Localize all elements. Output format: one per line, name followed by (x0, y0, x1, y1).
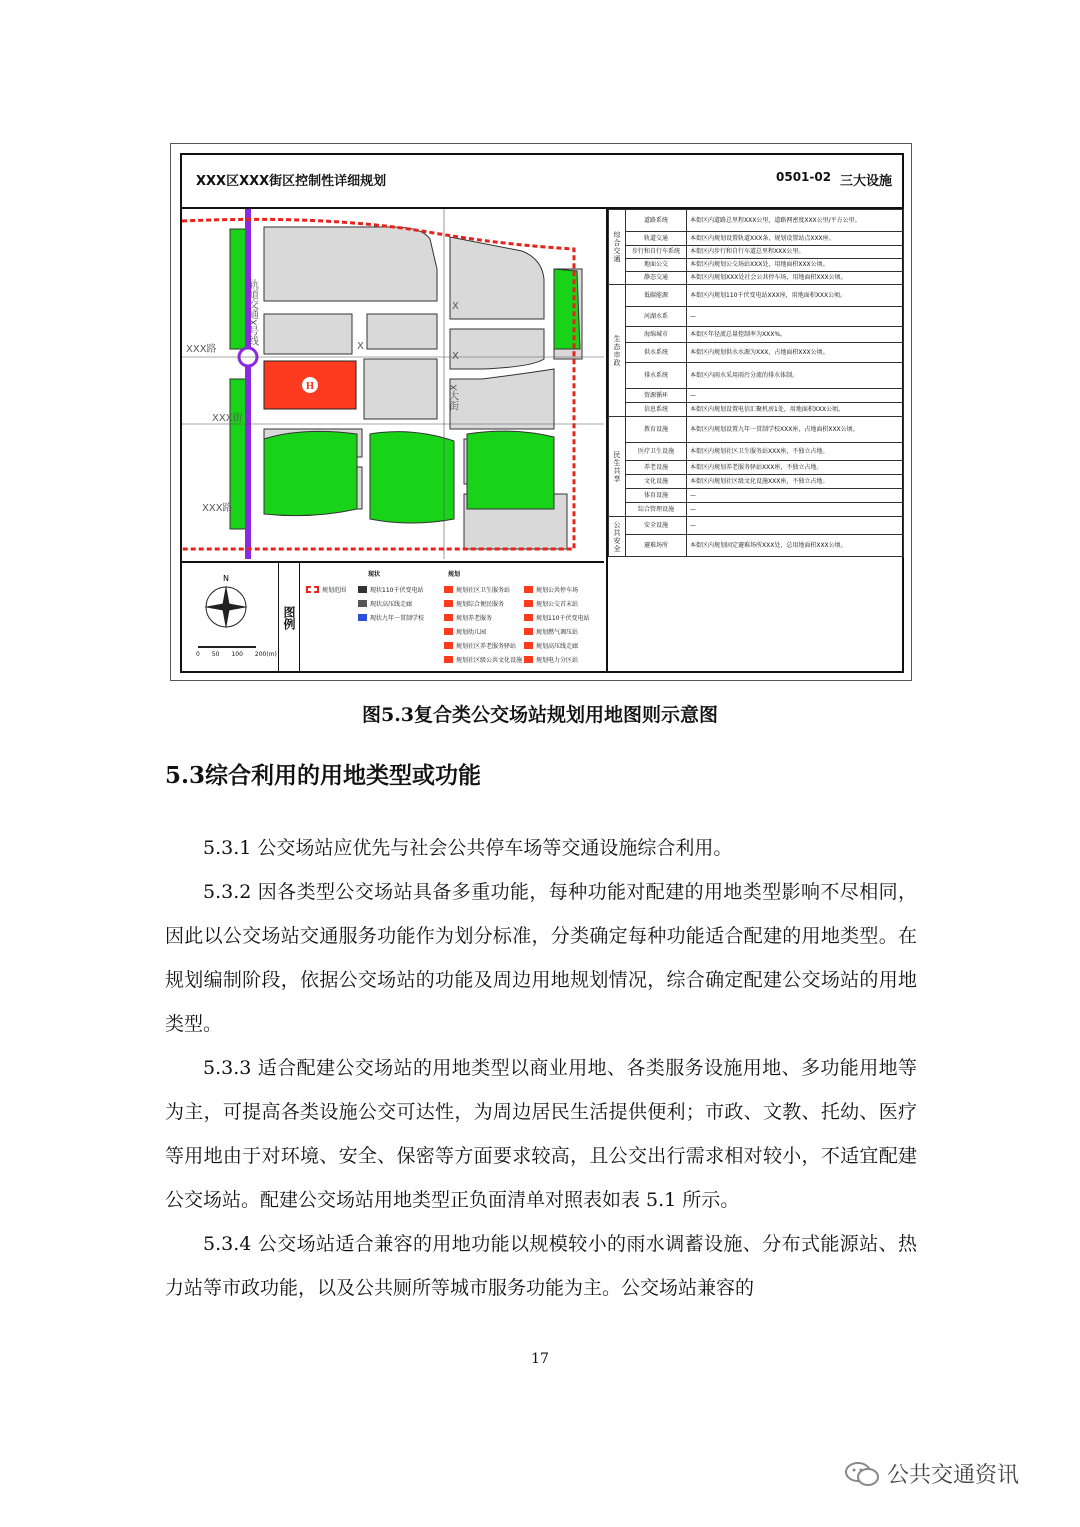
scale-label: 50 (211, 651, 220, 658)
table-item: 海绵城市 (626, 327, 687, 343)
watermark-text: 公共交通资讯 (887, 1463, 1020, 1488)
table-description: — (687, 489, 904, 503)
figure-caption: 图5.3复合类公交场站规划用地图则示意图 (361, 704, 719, 726)
body-text (165, 826, 917, 1310)
table-description: 本街区内步行和自行车道总里程XXX公里。 (687, 246, 904, 259)
legend-item: 规划电力分区站 (524, 655, 578, 664)
legend-item: 现状九年一贯制学校 (358, 613, 424, 622)
table-item: 资源循环 (626, 389, 687, 403)
paragraph: 5.3.2 因各类型公交场站具备多重功能，每种功能对配建的用地类型影响不尽相同，因此以公交场站交通服务功能作为划分标准，分类确定每种功能适合配建的用地类型。在规划编制阶段，依据公交场站的功能及周边用地规划情况，综合确定配建公交场站的用地类型。 (165, 881, 917, 1035)
map-green-space (370, 432, 454, 523)
table-description: 本街区内规划设置电信汇聚机房1处，用地面积XXX公顷。 (687, 403, 904, 417)
map-label-x3: X (452, 351, 459, 362)
legend-item: 规划社区养老服务驿站 (444, 641, 516, 650)
table-category: 综合交通 (609, 210, 626, 285)
table-description: 本街区内道路总里程XXX公里，道路网密度XXX公里/平方公里。 (687, 210, 904, 232)
table-item: 地面公交 (626, 259, 687, 272)
map-label-x1: X (357, 341, 364, 352)
figure-subtitle: 三大设施 (840, 174, 893, 189)
table-row (609, 389, 904, 403)
map-green-space (264, 431, 357, 515)
table-item: 供水系统 (626, 343, 687, 363)
table-item: 步行和自行车系统 (626, 246, 687, 259)
map-block (364, 359, 437, 419)
scale-label: 0 (196, 651, 200, 658)
figure-title-bar (182, 155, 902, 209)
table-description: 本街区内雨水采用雨污分流的排水体制。 (687, 363, 904, 389)
legend-item: 规划高压线走廊 (524, 641, 578, 650)
table-item: 静态交通 (626, 272, 687, 285)
land-use-map (182, 209, 604, 559)
table-description: 本街区内规划社区级文化设施XXX座，不独立占地。 (687, 475, 904, 489)
table-description: 本街区内规划设置九年一贯制学校XXX座，占地面积XXX公顷。 (687, 417, 904, 443)
table-item: 医疗卫生设施 (626, 443, 687, 461)
table-row (609, 285, 904, 307)
table-category: 民生共享 (609, 417, 626, 517)
legend-item: 规划燃气调压站 (524, 627, 578, 636)
table-row (609, 517, 904, 535)
table-row (609, 343, 904, 363)
table-description: 本街区内规划供水水源为XXX，占地面积XXX公顷。 (687, 343, 904, 363)
paragraph: 5.3.1 公交场站应优先与社会公共停车场等交通设施综合利用。 (203, 837, 733, 859)
table-item: 养老设施 (626, 461, 687, 475)
table-item: 轨道交通 (626, 232, 687, 246)
legend-item: 规划公共停车场 (524, 585, 578, 594)
legend-item: 规划幼儿园 (444, 627, 486, 636)
facilities-table (608, 209, 904, 557)
watermark (845, 1458, 1019, 1489)
table-item: 安全设施 (626, 517, 687, 535)
legend-item: 规划综合便民服务 (444, 599, 504, 608)
table-row (609, 327, 904, 343)
table-description: — (687, 307, 904, 327)
legend-item: 规划公交首末站 (524, 599, 578, 608)
scale-label: 200(m) (254, 651, 277, 658)
table-row (609, 259, 904, 272)
legend-item: 现状高压线走廊 (358, 599, 412, 608)
table-row (609, 246, 904, 259)
map-legend (182, 561, 604, 673)
legend-item: 现状110千伏变电站 (358, 585, 423, 594)
table-item: 排水系统 (626, 363, 687, 389)
table-description: 本街区内规划固定避难场所XXX处，总用地面积XXX公顷。 (687, 535, 904, 557)
table-row (609, 503, 904, 517)
scale-bar-labels (196, 651, 277, 658)
table-description: — (687, 389, 904, 403)
table-row (609, 210, 904, 232)
table-description: 本街区内规划养老服务驿站XXX座，不独立占地。 (687, 461, 904, 475)
table-row (609, 489, 904, 503)
table-description: 本街区内规划公交场站XXX处，用地面积XXX公顷。 (687, 259, 904, 272)
scale-label: 100 (231, 651, 243, 658)
map-block (367, 314, 437, 349)
table-row (609, 535, 904, 557)
legend-item: 规划110千伏变电站 (524, 613, 589, 622)
table-row (609, 461, 904, 475)
page-number: 17 (531, 1351, 549, 1367)
map-label-rail: 轨道交通X号线 (246, 279, 258, 346)
table-description: 本街区内规划设置轨道XXX条，规划设置站点XXX座。 (687, 232, 904, 246)
table-item: 教育设施 (626, 417, 687, 443)
map-label-road3: XXX路 (202, 503, 233, 514)
figure-code: 0501-02 (776, 170, 832, 184)
table-row (609, 232, 904, 246)
table-category: 生态市政 (609, 285, 626, 417)
map-block (264, 227, 437, 301)
map-label-road2: XXX街 (212, 413, 243, 424)
table-row (609, 475, 904, 489)
legend-item: 规划范围 (306, 585, 346, 594)
table-item: 信息系统 (626, 403, 687, 417)
map-block (450, 329, 544, 369)
table-item: 文化设施 (626, 475, 687, 489)
table-row (609, 307, 904, 327)
legend-header-planned: 规划 (448, 571, 461, 578)
section-heading: 5.3综合利用的用地类型或功能 (165, 762, 482, 789)
table-item: 低碳能源 (626, 285, 687, 307)
table-item: 道路系统 (626, 210, 687, 232)
table-item: 体育设施 (626, 489, 687, 503)
table-item: 综合管理设施 (626, 503, 687, 517)
table-description: 本街区内规划110千伏变电站XXX座，用地面积XXX公顷。 (687, 285, 904, 307)
paragraph: 5.3.4 公交场站适合兼容的用地功能以规模较小的雨水调蓄设施、分布式能源站、热力站等市政功能，以及公共厕所等城市服务功能为主。公交场站兼容的 (165, 1233, 917, 1299)
table-description: — (687, 517, 904, 535)
table-item: 避难场所 (626, 535, 687, 557)
svg-text:H: H (305, 382, 315, 392)
legend-item: 规划社区卫生服务站 (444, 585, 510, 594)
map-label-road1: XXX路 (186, 344, 217, 355)
table-row (609, 403, 904, 417)
table-row (609, 272, 904, 285)
table-row (609, 417, 904, 443)
svg-text:N: N (223, 574, 229, 583)
map-green-space (467, 431, 554, 509)
legend-item: 规划养老服务 (444, 613, 492, 622)
map-block (264, 314, 352, 354)
table-item: 河湖水系 (626, 307, 687, 327)
table-description: — (687, 503, 904, 517)
map-label-street: X大街 (446, 384, 458, 411)
table-row (609, 363, 904, 389)
table-description: 本街区年径流总量控制率为XXX%。 (687, 327, 904, 343)
wechat-icon (845, 1461, 879, 1487)
map-green-space (554, 269, 580, 349)
legend-label: 图例 (278, 563, 300, 673)
map-label-x2: X (452, 301, 459, 312)
figure-frame (180, 153, 904, 673)
figure-title: XXX区XXX街区控制性详细规划 (196, 174, 387, 189)
legend-header-current: 现状 (368, 571, 381, 578)
map-drawing (182, 209, 604, 559)
table-description: 本街区内规划XXX处社会公共停车场，用地面积XXX公顷。 (687, 272, 904, 285)
planning-figure (170, 143, 912, 681)
facilities-table-panel (606, 209, 904, 671)
north-arrow-icon (196, 571, 256, 661)
table-row (609, 443, 904, 461)
table-description: 本街区内规划社区卫生服务站XXX座，不独立占地。 (687, 443, 904, 461)
legend-item: 规划社区级公共文化设施 (444, 655, 522, 664)
table-category: 公共安全 (609, 517, 626, 557)
paragraph: 5.3.3 适合配建公交场站的用地类型以商业用地、各类服务设施用地、多功能用地等为主，可提高各类设施公交可达性，为周边居民生活提供便利；市政、文教、托幼、医疗等用地由于对环境、安全、保密等方面要求较高，且公交出行需求相对较小，不适宜配建公交场站。配建公交场站用地类型正负面清单对照表如表 5.1 所示。 (165, 1057, 917, 1211)
